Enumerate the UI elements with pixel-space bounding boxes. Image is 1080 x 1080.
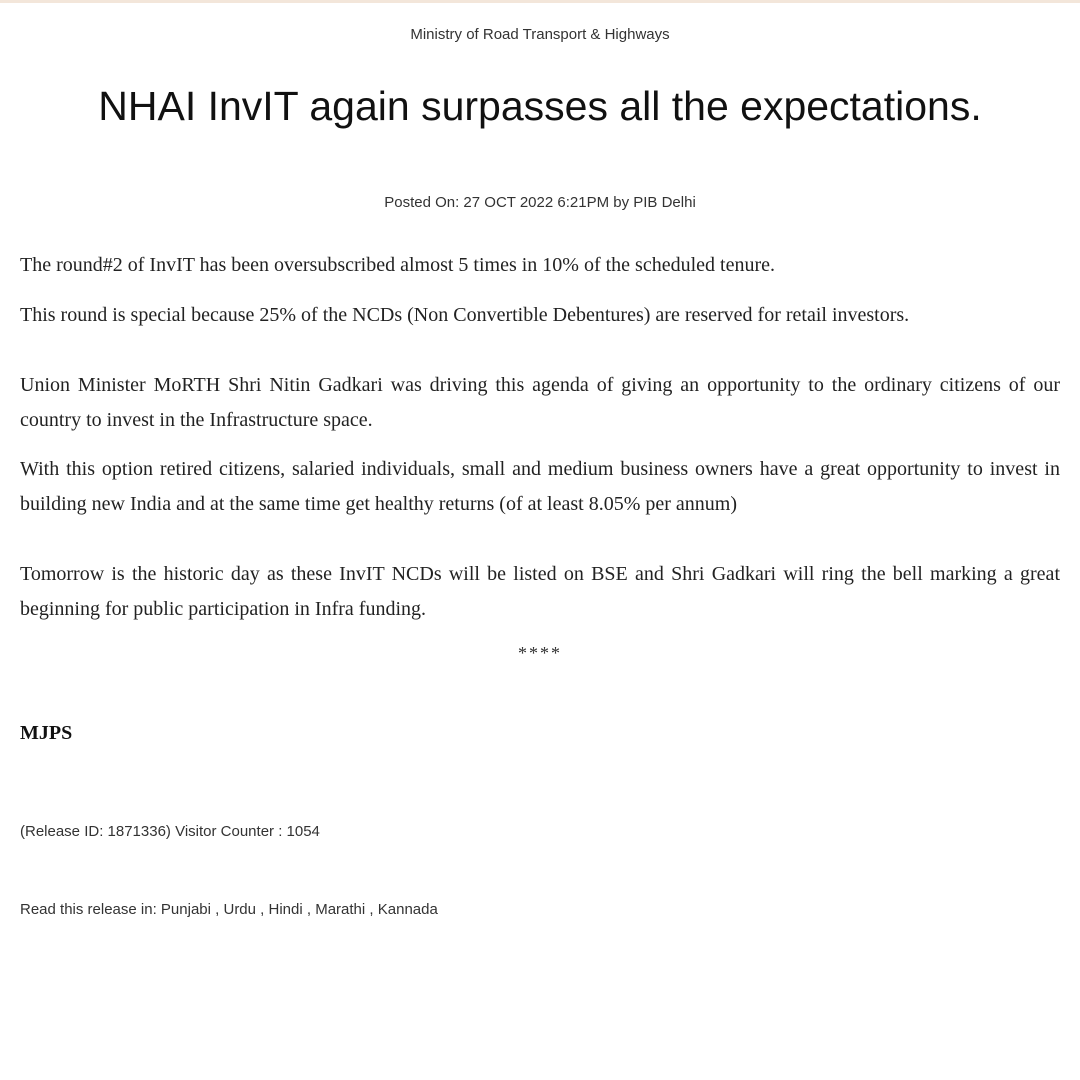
paragraph-oversubscribed: The round#2 of InvIT has been oversubscribed almost 5 times in 10% of the scheduled tenure. [20,254,775,276]
section-separator: **** [518,643,562,663]
read-in-languages [20,901,438,918]
top-border-strip [0,0,1080,3]
language-separator: , [365,901,378,918]
language-separator: , [256,901,269,918]
language-link-punjabi[interactable]: Punjabi [160,901,211,918]
release-id-visitor-counter: (Release ID: 1871336) Visitor Counter : 1054 [20,823,320,840]
language-link-kannada[interactable]: Kannada [377,901,438,918]
paragraph-bse-listing: Tomorrow is the historic day as these InvIT NCDs will be listed on BSE and Shri Gadkari will ring the bell marking a great beginning for public participation in Infra funding. [20,563,1060,620]
language-separator: , [302,901,316,918]
ministry-name: Ministry of Road Transport & Highways [410,26,670,43]
language-link-marathi[interactable]: Marathi [315,901,366,918]
language-separator: , [210,901,224,918]
paragraph-minister-agenda: Union Minister MoRTH Shri Nitin Gadkari was driving this agenda of giving an opportunity to the ordinary citizens of our country to invest in the Infrastructure space. [20,374,1060,431]
paragraph-investor-opportunity: With this option retired citizens, salaried individuals, small and medium business owners have a great opportunity to invest in building new India and at the same time get healthy returns (of at least 8.05% per annum) [20,458,1060,515]
page-title: NHAI InvIT again surpasses all the expectations. [98,83,982,129]
language-link-hindi[interactable]: Hindi [268,901,303,918]
language-link-urdu[interactable]: Urdu [223,901,256,918]
paragraph-retail-reserved: This round is special because 25% of the NCDs (Non Convertible Debentures) are reserved for retail investors. [20,304,910,326]
read-in-label: Read this release in: [20,901,161,918]
posted-on-line: Posted On: 27 OCT 2022 6:21PM by PIB Delhi [384,194,696,211]
signoff-initials: MJPS [20,722,73,744]
